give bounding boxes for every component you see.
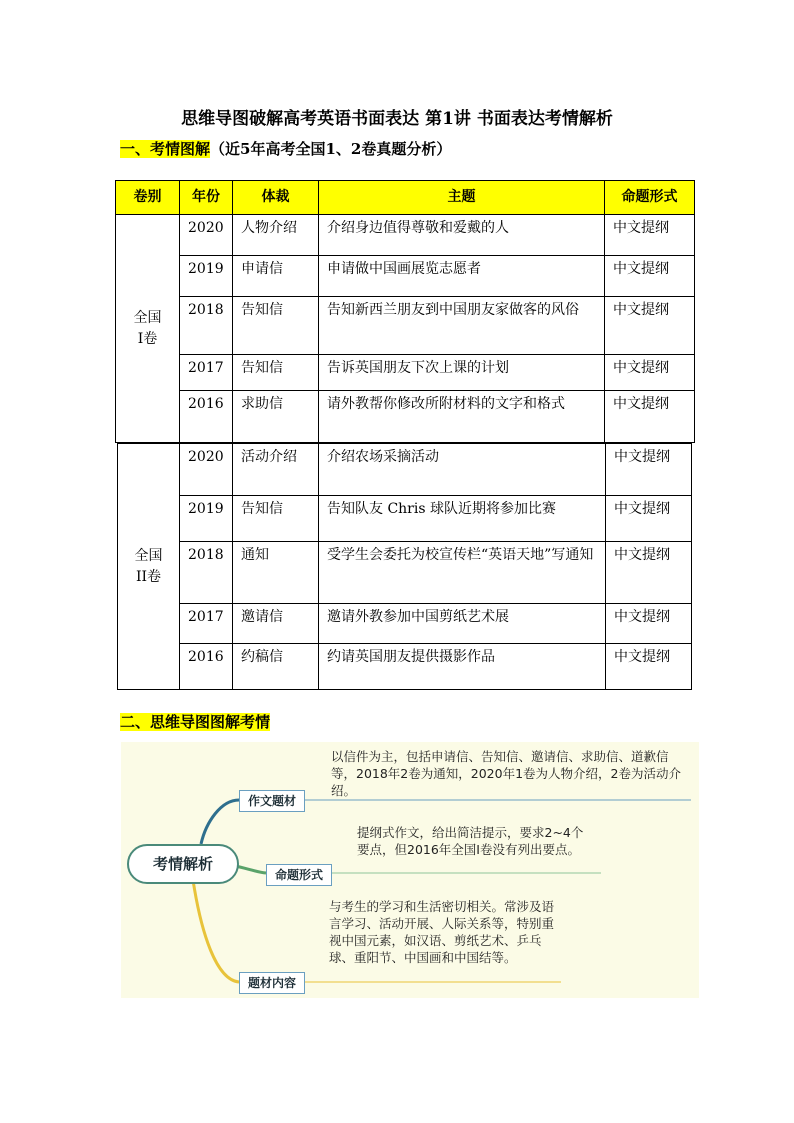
branch-text-content: 与考生的学习和生活密切相关。常涉及语言学习、活动开展、人际关系等，特别重视中国元素，如汉语、剪纸艺术、乒乓球、重阳节、中国画和中国结等。 xyxy=(329,899,555,965)
form-cell: 中文提纲 xyxy=(606,496,692,542)
section-heading-2-highlight: 二、思维导图图解考情 xyxy=(120,713,271,731)
year-cell: 2017 xyxy=(180,355,233,391)
branch-node-question-form: 命题形式 xyxy=(266,864,332,886)
year-cell: 2018 xyxy=(180,297,233,355)
year-cell: 2019 xyxy=(180,256,233,297)
volume-1-line1: 全国 xyxy=(133,309,162,326)
genre-cell: 告知信 xyxy=(233,355,319,391)
topic-cell: 告诉英国朋友下次上课的计划 xyxy=(319,355,605,391)
branch-node-topic-type: 作文题材 xyxy=(239,790,305,812)
topic-cell: 请外教帮你修改所附材料的文字和格式 xyxy=(319,391,605,443)
branch-1-curve xyxy=(201,800,239,844)
topic-cell: 告知队友 Chris 球队近期将参加比赛 xyxy=(319,496,606,542)
topic-cell: 邀请外教参加中国剪纸艺术展 xyxy=(319,604,606,644)
branch-node-content: 题材内容 xyxy=(239,972,305,994)
table-row xyxy=(116,256,695,297)
center-node: 考情解析 xyxy=(127,844,239,884)
topic-cell: 申请做中国画展览志愿者 xyxy=(319,256,605,297)
page-title: 思维导图破解高考英语书面表达 第1讲 书面表达考情解析 xyxy=(181,109,613,129)
genre-cell: 人物介绍 xyxy=(233,215,319,256)
branch-3-curve xyxy=(193,880,239,982)
genre-cell: 邀请信 xyxy=(233,604,319,644)
form-cell: 中文提纲 xyxy=(606,604,692,644)
form-cell: 中文提纲 xyxy=(605,256,695,297)
year-cell: 2016 xyxy=(180,644,233,690)
form-cell: 中文提纲 xyxy=(606,444,692,496)
header-topic: 主题 xyxy=(319,181,605,215)
volume-1-line2: I卷 xyxy=(137,330,158,347)
table-row xyxy=(118,542,692,604)
header-year: 年份 xyxy=(180,181,233,215)
branch-2-curve xyxy=(235,866,266,873)
table-row xyxy=(116,355,695,391)
table-row xyxy=(118,496,692,542)
topic-cell: 介绍身边值得尊敬和爱戴的人 xyxy=(319,215,605,256)
branch-text-question-form: 提纲式作文，给出简洁提示，要求2~4个要点，但2016年全国Ⅰ卷没有列出要点。 xyxy=(357,825,584,857)
section-heading-1-highlight: 一、考情图解 xyxy=(120,140,211,158)
table-row xyxy=(116,297,695,355)
volume-2-line1: 全国 xyxy=(134,547,163,564)
genre-cell: 告知信 xyxy=(233,496,319,542)
form-cell: 中文提纲 xyxy=(606,644,692,690)
topic-cell: 受学生会委托为校宣传栏“英语天地”写通知 xyxy=(319,542,606,604)
topic-cell: 告知新西兰朋友到中国朋友家做客的风俗 xyxy=(319,297,605,355)
section-heading-1 xyxy=(120,138,451,159)
year-cell: 2020 xyxy=(180,215,233,256)
table-row xyxy=(116,391,695,443)
genre-cell: 活动介绍 xyxy=(233,444,319,496)
year-cell: 2020 xyxy=(180,444,233,496)
genre-cell: 告知信 xyxy=(233,297,319,355)
header-form: 命题形式 xyxy=(605,181,695,215)
year-cell: 2016 xyxy=(180,391,233,443)
table-row xyxy=(118,444,692,496)
section-heading-2 xyxy=(120,711,270,732)
branch-text-topic-type: 以信件为主，包括申请信、告知信、邀请信、求助信、道歉信等，2018年2卷为通知，2020年1卷为人物介绍，2卷为活动介绍。 xyxy=(331,749,681,798)
volume-2-line2: II卷 xyxy=(135,568,162,585)
form-cell: 中文提纲 xyxy=(606,542,692,604)
form-cell: 中文提纲 xyxy=(605,355,695,391)
volume-cell-1 xyxy=(116,215,180,443)
genre-cell: 求助信 xyxy=(233,391,319,443)
exam-table-vol1 xyxy=(115,180,695,443)
exam-table-vol2 xyxy=(117,443,692,690)
genre-cell: 通知 xyxy=(233,542,319,604)
volume-cell-2 xyxy=(118,444,180,690)
topic-cell: 约请英国朋友提供摄影作品 xyxy=(319,644,606,690)
table-row xyxy=(118,604,692,644)
form-cell: 中文提纲 xyxy=(605,215,695,256)
year-cell: 2019 xyxy=(180,496,233,542)
section-heading-1-rest: （近5年高考全国1、2卷真题分析） xyxy=(210,140,452,158)
year-cell: 2017 xyxy=(180,604,233,644)
table-row xyxy=(116,215,695,256)
header-volume: 卷别 xyxy=(116,181,180,215)
genre-cell: 约稿信 xyxy=(233,644,319,690)
form-cell: 中文提纲 xyxy=(605,391,695,443)
topic-cell: 介绍农场采摘活动 xyxy=(319,444,606,496)
table-row xyxy=(118,644,692,690)
header-genre: 体裁 xyxy=(233,181,319,215)
form-cell: 中文提纲 xyxy=(605,297,695,355)
genre-cell: 申请信 xyxy=(233,256,319,297)
year-cell: 2018 xyxy=(180,542,233,604)
mind-map xyxy=(121,742,699,998)
